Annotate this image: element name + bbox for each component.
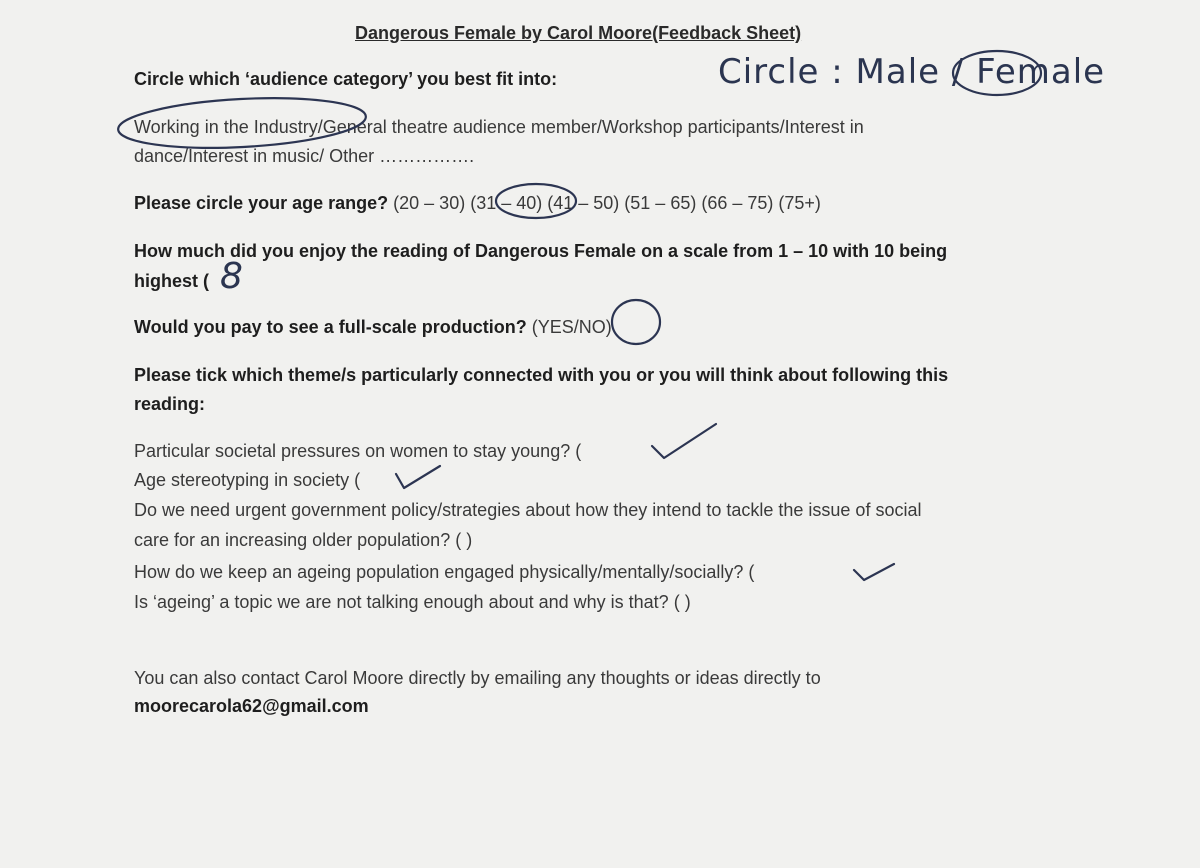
q2-label: Please circle your age range? — [134, 193, 389, 213]
theme-2: Age stereotyping in society ( — [134, 470, 361, 490]
option-working-in-industry: Working in the Industry/ — [134, 117, 323, 137]
theme-3-line2: care for an increasing older population? ( ) — [134, 530, 473, 550]
handwritten-score: 8 — [220, 256, 243, 297]
q3-line2: highest ( — [134, 271, 209, 291]
q1-options-line1 — [134, 116, 864, 138]
handwritten-gender-note: Circle : Male / Female — [718, 52, 1106, 92]
theme-1: Particular societal pressures on women to stay young? ( — [134, 441, 582, 461]
theme-5: Is ‘ageing’ a topic we are not talking enough about and why is that? ( ) — [134, 592, 691, 612]
contact-email: moorecarola62@gmail.com — [134, 696, 369, 716]
q5-line1: Please tick which theme/s particularly connected with you or you will think about following this — [134, 365, 949, 385]
q3-line1: How much did you enjoy the reading of Dangerous Female on a scale from 1 – 10 with 10 being — [134, 241, 948, 261]
q4-label: Would you pay to see a full-scale production? — [134, 317, 527, 337]
q5-line2: reading: — [134, 394, 206, 414]
q4-row — [134, 316, 612, 338]
tick-mark-theme-4 — [854, 564, 894, 580]
q1-label: Circle which ‘audience category’ you best fit into: — [134, 69, 558, 89]
contact-line: You can also contact Carol Moore directly by emailing any thoughts or ideas directly to — [134, 668, 821, 688]
theme-4: How do we keep an ageing population engaged physically/mentally/socially? ( — [134, 562, 755, 582]
q2-ranges: (20 – 30) (31 – 40) (41 – 50) (51 – 65) (66 – 75) (75+) — [393, 193, 821, 213]
theme-3-line1: Do we need urgent government policy/strategies about how they intend to tackle the issue of social — [134, 500, 922, 520]
q2-row — [134, 192, 821, 214]
q1-options-line2: dance/Interest in music/ Other ……………. — [134, 146, 475, 166]
tick-mark-theme-2 — [396, 466, 440, 488]
circle-mark-no — [612, 300, 660, 344]
option-other-categories: General theatre audience member/Workshop participants/Interest in — [322, 117, 864, 137]
q4-options: (YES/NO) — [531, 317, 612, 337]
page-title: Dangerous Female by Carol Moore(Feedback Sheet) — [355, 23, 802, 43]
tick-mark-theme-1 — [652, 424, 716, 458]
